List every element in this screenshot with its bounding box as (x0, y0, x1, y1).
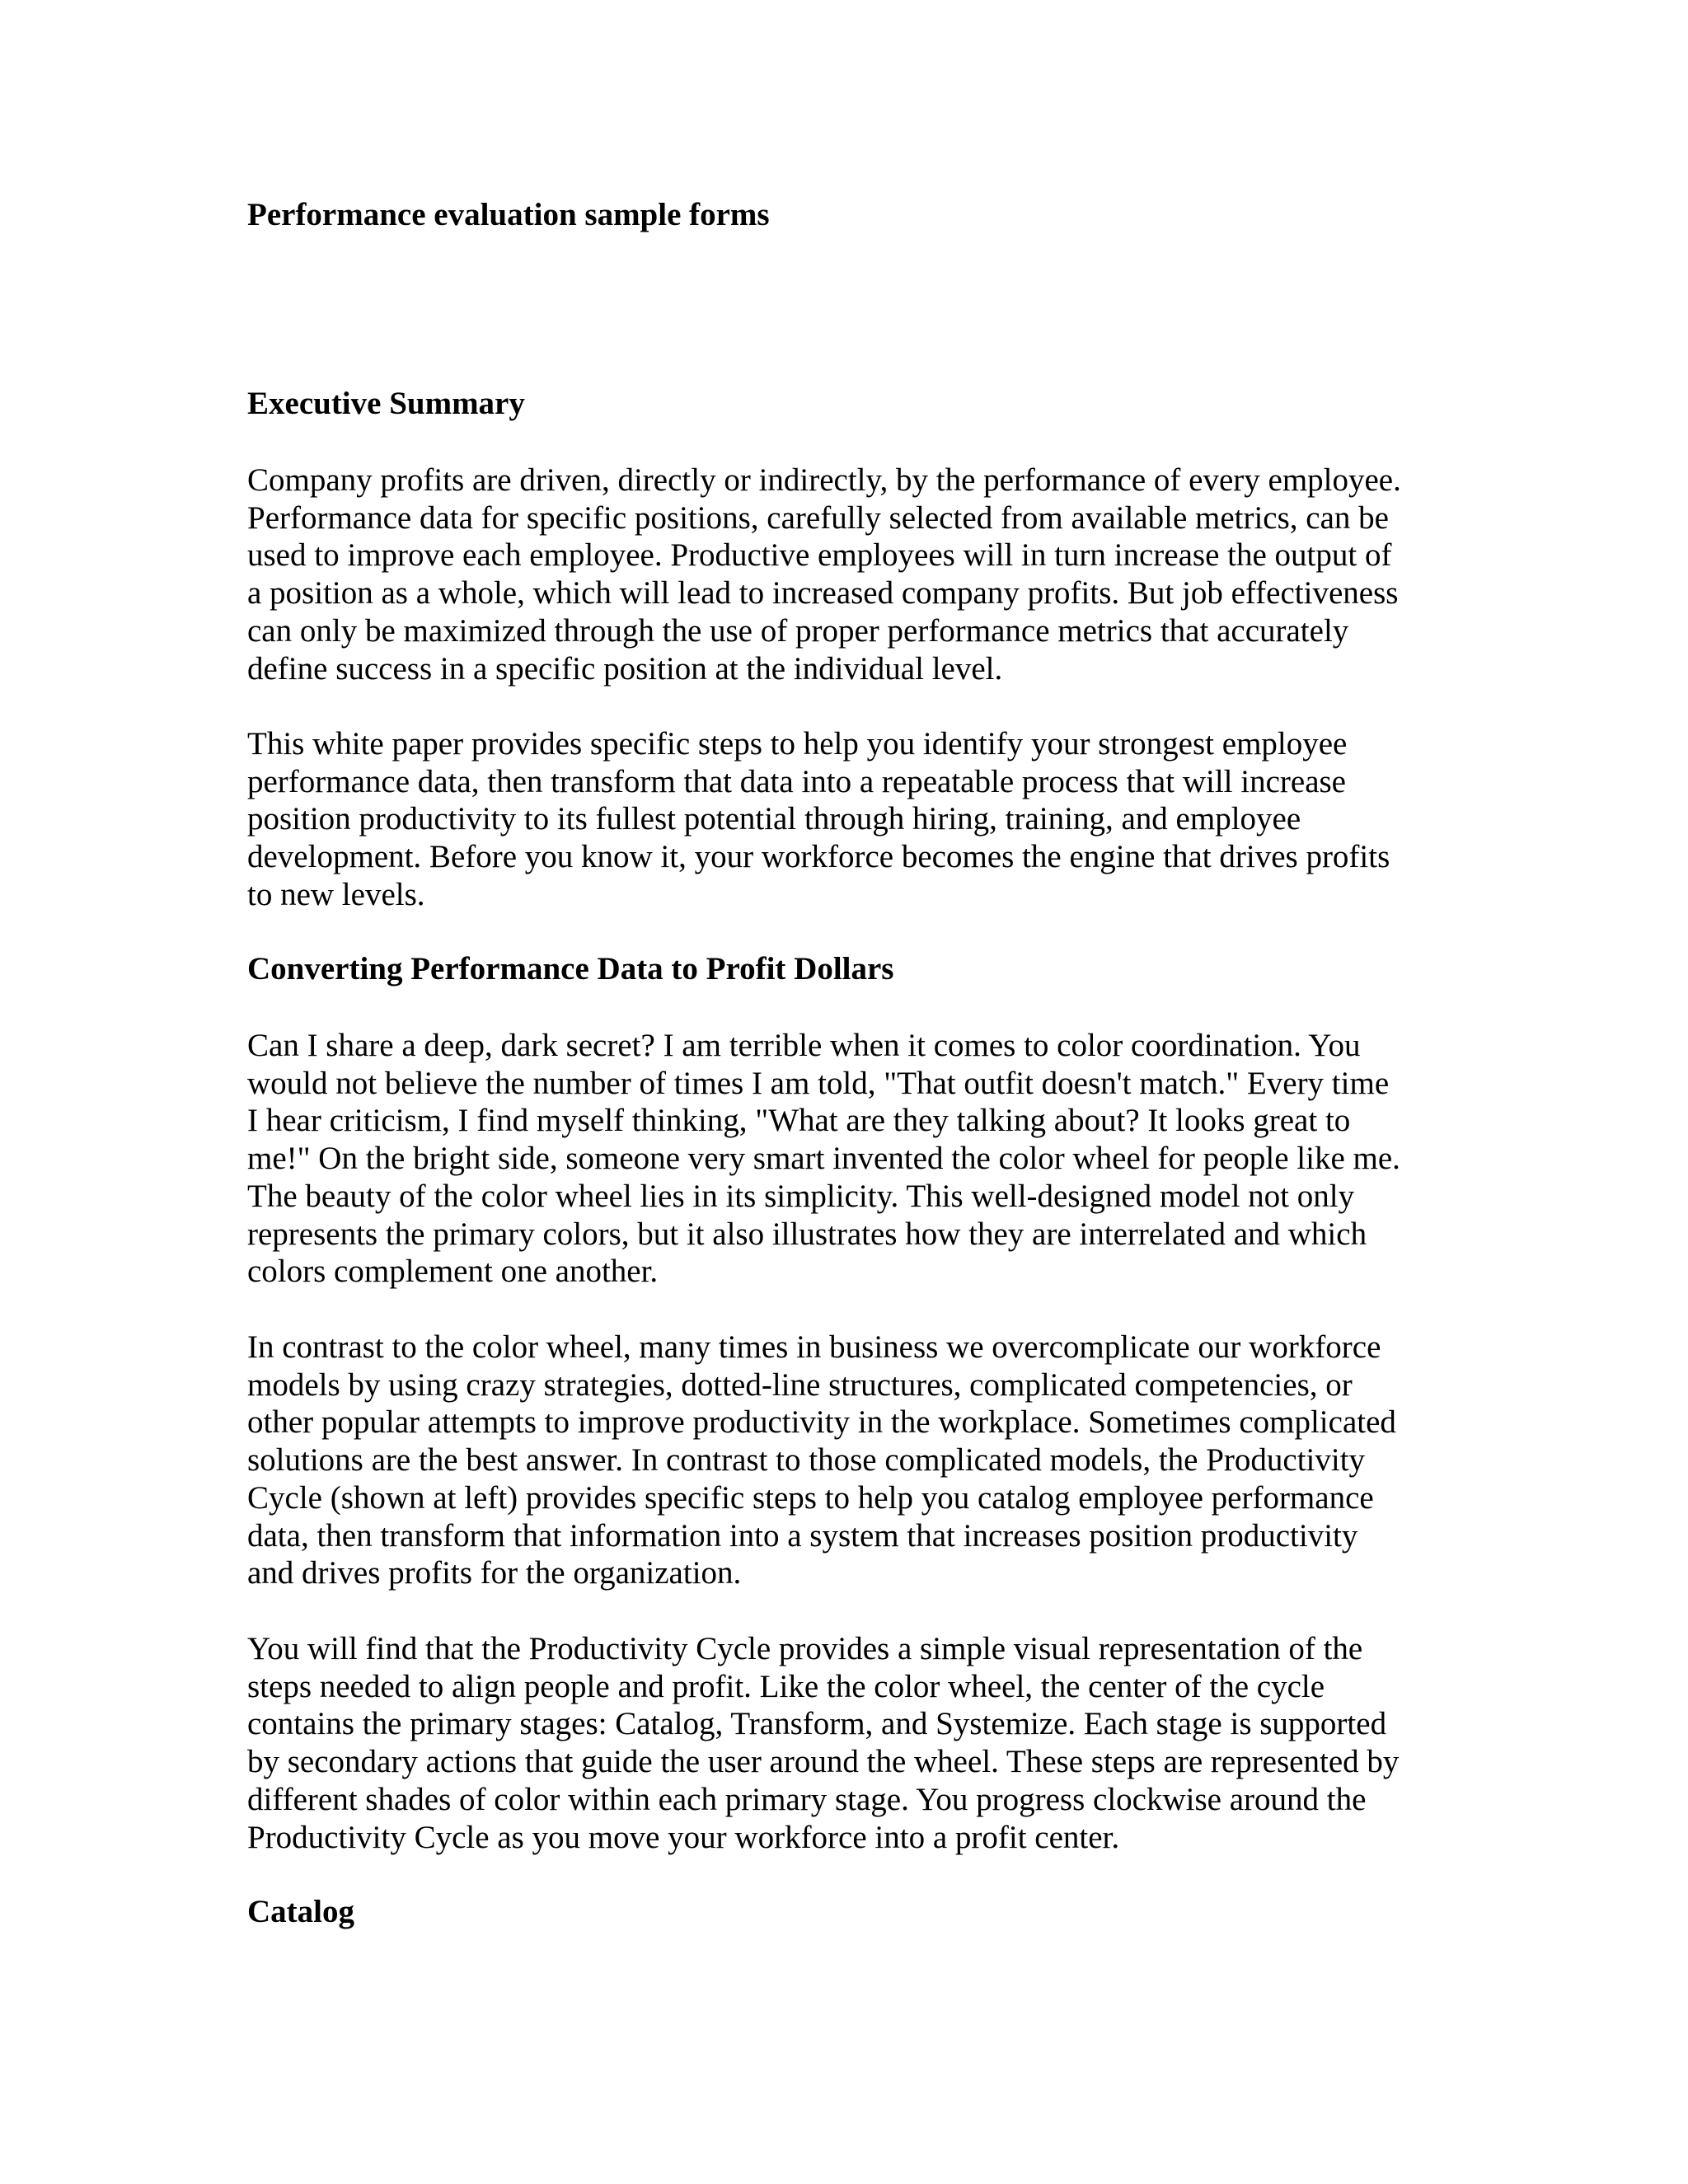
paragraph-line: Company profits are driven, directly or indirectly, by the performance of every employee. (247, 462, 1401, 498)
section-heading-catalog: Catalog (247, 1894, 354, 1929)
paragraph-line: represents the primary colors, but it also illustrates how they are interrelated and which (247, 1216, 1367, 1252)
paragraph-line: In contrast to the color wheel, many times in business we overcomplicate our workforce (247, 1329, 1381, 1365)
paragraph-productivity-cycle (247, 1630, 1451, 1856)
paragraph-line: development. Before you know it, your workforce becomes the engine that drives profits (247, 839, 1390, 875)
paragraph-line: data, then transform that information into a system that increases position productivity (247, 1517, 1358, 1554)
paragraph-line: Productivity Cycle as you move your workforce into a profit center. (247, 1819, 1120, 1855)
paragraph-line: I hear criticism, I find myself thinking, "What are they talking about? It looks great to (247, 1103, 1351, 1139)
paragraph-line: used to improve each employee. Productive employees will in turn increase the output of (247, 537, 1392, 574)
paragraph-line: position productivity to its fullest potential through hiring, training, and employee (247, 801, 1301, 837)
section-heading-converting-performance: Converting Performance Data to Profit Dollars (247, 951, 894, 987)
paragraph-line: other popular attempts to improve productivity in the workplace. Sometimes complicated (247, 1404, 1396, 1441)
paragraph-line: a position as a whole, which will lead to increased company profits. But job effectiveness (247, 575, 1399, 612)
paragraph-line: models by using crazy strategies, dotted-line structures, complicated competencies, or (247, 1366, 1353, 1403)
paragraph-line: would not believe the number of times I am told, "That outfit doesn't match." Every time (247, 1065, 1390, 1101)
document-title: Performance evaluation sample forms (247, 197, 770, 232)
paragraph-line: Can I share a deep, dark secret? I am terrible when it comes to color coordination. You (247, 1028, 1361, 1063)
paragraph-line: You will find that the Productivity Cycle provides a simple visual representation of the (247, 1631, 1363, 1666)
paragraph-line: me!" On the bright side, someone very smart invented the color wheel for people like me. (247, 1141, 1400, 1177)
paragraph-line: contains the primary stages: Catalog, Transform, and Systemize. Each stage is supported (247, 1706, 1387, 1742)
paragraph-line: Performance data for specific positions, carefully selected from available metrics, can be (247, 499, 1389, 536)
paragraph-line: solutions are the best answer. In contrast to those complicated models, the Productivity (247, 1442, 1366, 1479)
paragraph-line: performance data, then transform that data into a repeatable process that will increase (247, 763, 1346, 799)
paragraph-line: and drives profits for the organization. (247, 1555, 742, 1591)
paragraph-line: to new levels. (247, 876, 425, 912)
paragraph-line: The beauty of the color wheel lies in its simplicity. This well-designed model not only (247, 1178, 1355, 1214)
paragraph-line: different shades of color within each primary stage. You progress clockwise around the (247, 1781, 1367, 1817)
paragraph-color-secret (247, 1027, 1451, 1291)
paragraph-line: This white paper provides specific steps to help you identify your strongest employee (247, 726, 1348, 762)
section-heading-executive-summary: Executive Summary (247, 386, 525, 421)
paragraph-white-paper (247, 725, 1451, 914)
paragraph-line: colors complement one another. (247, 1254, 659, 1290)
paragraph-color-wheel-contrast (247, 1329, 1451, 1592)
paragraph-line: steps needed to align people and profit. Like the color wheel, the center of the cycle (247, 1668, 1325, 1704)
paragraph-line: define success in a specific position at the individual level. (247, 650, 1003, 687)
paragraph-profits-driven (247, 462, 1451, 687)
paragraph-line: Cycle (shown at left) provides specific steps to help you catalog employee performance (247, 1479, 1374, 1516)
paragraph-line: by secondary actions that guide the user around the wheel. These steps are represented by (247, 1744, 1400, 1780)
paragraph-line: can only be maximized through the use of proper performance metrics that accurately (247, 612, 1349, 649)
